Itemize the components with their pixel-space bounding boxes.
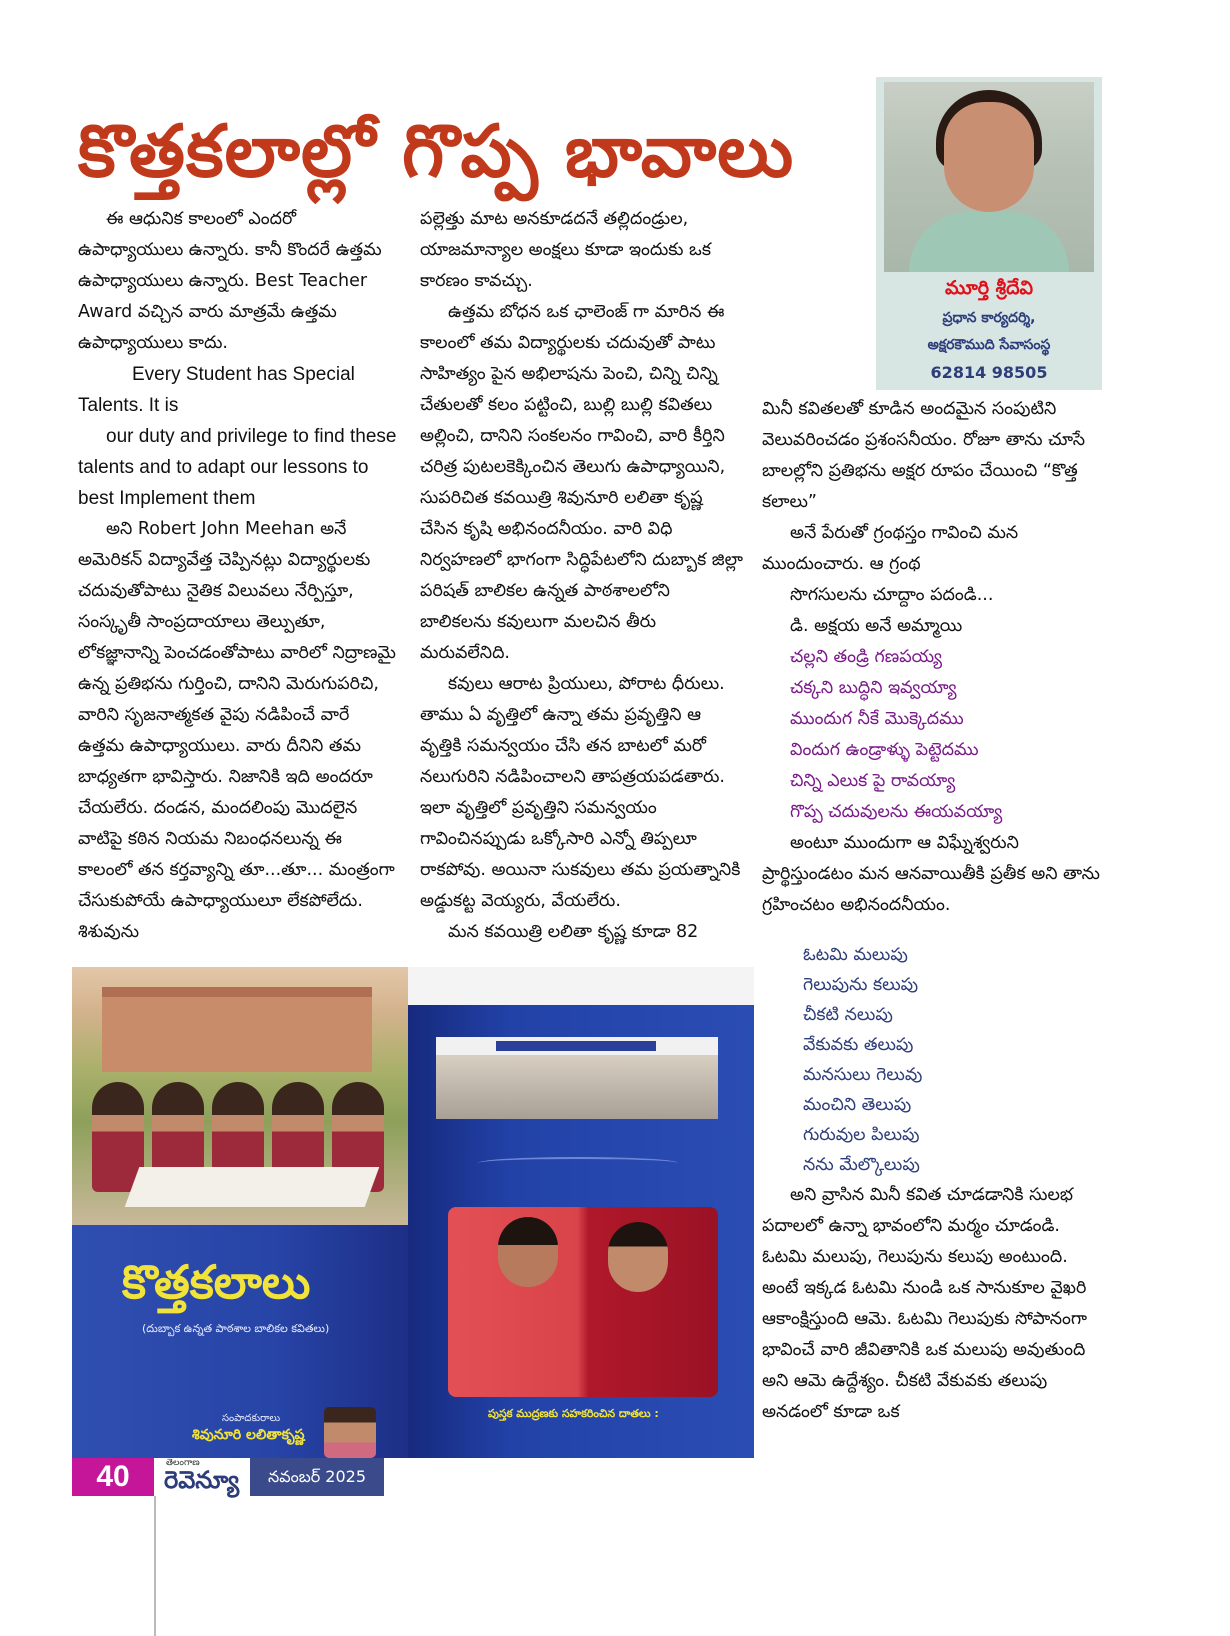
poem-line: గురువుల పిలుపు <box>803 1125 920 1145</box>
poem-line: ముందుగ నీకే మొక్కెదము <box>790 709 964 729</box>
poem-line: చీకటి నలుపు <box>803 1005 893 1025</box>
book-editor-label: సంపాదకురాలు <box>222 1413 281 1424</box>
paragraph: సొగసులను చూద్దాం పదండి... <box>790 585 994 605</box>
page-number: 40 <box>72 1458 154 1496</box>
paragraph: డి. అక్షయ అనే అమ్మాయి <box>790 616 963 636</box>
paragraph: అనే పేరుతో గ్రంథస్తం గావించి మన ముందుంచారు. ఆ గ్రంథ <box>762 523 1019 574</box>
poem-ganapayya <box>762 642 1102 828</box>
poem-line: గెలుపును కలుపు <box>803 975 919 995</box>
book-editor-name: శివునూరి లలితాకృష్ణ <box>192 1427 305 1443</box>
paragraph: మినీ కవితలతో కూడిన అందమైన సంపుటిని వెలువరించడం ప్రశంసనీయం. రోజూ తాను చూసే బాలల్లోని ప్రతిభను అక్షర రూపం చేయించి “కొత్త కలాలు” <box>762 399 1085 512</box>
paragraph: పల్లెత్తు మాట అనకూడదనే తల్లిదండ్రుల, యాజమాన్యాల అంక్షలు కూడా ఇందుకు ఒక కారణం కావచ్చు. <box>420 209 711 291</box>
author-box <box>876 77 1102 390</box>
paragraph: ఉత్తమ బోధన ఒక ఛాలెంజ్ గా మారిన ఈ కాలంలో తమ విద్యార్థులకు చదువుతో పాటు సాహిత్యం పైన అభిలాషను పెంచి, చిన్ని చిన్ని చేతులతో కలం పట్టించి, బుల్లి బుల్లి కవితలు అల్లించి, దానిని సంకలనం గావించి, వారి కీర్తిని చరిత్ర పుటలకెక్కించిన తెలుగు ఉపాధ్యాయిని, సుపరిచిత కవయిత్రి శివునూరి లలితా కృష్ణ చేసిన కృషి అభినందనీయం. వారి విధి నిర్వహణలో భాగంగా సిద్ధిపేటలోని దుబ్బాక జిల్లా పరిషత్ బాలికల ఉన్నత పాఠశాలలోని బాలికలను కవులుగా మలచిన తీరు మరువలేనిది. <box>420 302 743 663</box>
issue-date: నవంబర్ 2025 <box>250 1458 384 1496</box>
book-front-cover <box>72 967 408 1458</box>
poem-line: మంచిని తెలుపు <box>803 1095 912 1115</box>
author-photo <box>884 82 1094 272</box>
donors-heading: పుస్తక ముద్రణకు సహకరించిన దాతలు : <box>488 1407 659 1420</box>
magazine-state: తెలంగాణ <box>166 1458 200 1468</box>
article-column-3-continued <box>762 1180 1102 1428</box>
poem-line: ఓటమి మలుపు <box>803 945 908 965</box>
poem-line: చక్కని బుద్ధిని ఇవ్వయ్యా <box>790 678 957 698</box>
paragraph: మన కవయిత్రి లలితా కృష్ణ కూడా 82 <box>448 922 699 942</box>
article-column-3 <box>762 394 1102 921</box>
footer-divider <box>154 1496 156 1636</box>
paragraph: అంటూ ముందుగా ఆ విఘ్నేశ్వరుని ప్రార్థిస్తుండటం మన ఆనవాయితీకి ప్రతీక అని తాను గ్రహించటం అభినందనీయం. <box>762 833 1100 915</box>
poem-line: గొప్ప చదువులను ఈయవయ్యా <box>790 802 1003 822</box>
book-cover-photo <box>72 967 754 1458</box>
article-title: కొత్తకలాల్లో గొప్ప భావాలు <box>78 109 795 193</box>
article-column-2 <box>420 204 745 948</box>
ornament-divider <box>478 1157 678 1169</box>
book-subtitle: (దుబ్బాక ఉన్నత పాఠశాల బాలికల కవితలు) <box>142 1322 330 1335</box>
couple-photo <box>448 1207 718 1397</box>
author-name: మూర్తి శ్రీదేవి <box>944 277 1034 299</box>
article-column-1 <box>78 204 400 948</box>
group-photo <box>436 1037 718 1119</box>
quote-line: our duty and privilege to find these talents and to adapt our lessons to best Implement them <box>78 426 397 509</box>
poem-line: చిన్ని ఎలుక పై రావయ్యా <box>790 771 956 791</box>
magazine-name: రెవెన్యూ <box>164 1466 240 1494</box>
paragraph: కవులు ఆరాట ప్రియులు, పోరాట ధీరులు. తాము ఏ వృత్తిలో ఉన్నా తమ ప్రవృత్తిని ఆ వృత్తికి సమన్వయం చేసి తన బాటలో మరో నలుగురిని నడిపించాలని తాపత్రయపడతారు. ఇలా వృత్తిలో ప్రవృత్తిని సమన్వయం గావించినప్పుడు ఒక్కోసారి ఎన్నో తిప్పలూ రాకపోవు. అయినా సుకవులు తమ ప్రయత్నానికి అడ్డుకట్ట వెయ్యరు, వేయలేరు. <box>420 674 741 911</box>
poem-line: విందుగ ఉండ్రాళ్ళు పెట్టెదము <box>790 740 979 760</box>
poem-line: నను మేల్కొలుపు <box>803 1155 920 1175</box>
author-role: ప్రధాన కార్యదర్శి, <box>942 310 1036 326</box>
author-organization: అక్షరకౌముది సేవాసంస్థ <box>927 337 1051 353</box>
poem-line: మనసులు గెలువు <box>803 1065 923 1085</box>
book-back-cover <box>408 967 754 1458</box>
editor-photo <box>324 1407 376 1458</box>
poem-line: వేకువకు తలుపు <box>803 1035 914 1055</box>
author-phone: 62814 98505 <box>930 363 1048 382</box>
poem-line: చల్లని తండ్రి గణపయ్య <box>790 647 942 667</box>
quote-line: Every Student has Special Talents. It is <box>78 364 355 416</box>
paragraph: ఈ ఆధునిక కాలంలో ఎందరో ఉపాధ్యాయులు ఉన్నారు. కానీ కొందరే ఉత్తమ ఉపాధ్యాయులు ఉన్నారు. Best Teacher Award వచ్చిన వారు మాత్రమే ఉత్తమ ఉపాధ్యాయులు కాదు. <box>78 209 382 353</box>
poem-otami <box>803 940 922 1180</box>
book-title: కొత్తకలాలు <box>122 1255 311 1309</box>
paragraph: అని Robert John Meehan అనే అమెరికన్ విద్యావేత్త చెప్పినట్లు విద్యార్థులకు చదువుతోపాటు నైతిక విలువలు నేర్పిస్తూ, సంస్కృతీ సాంప్రదాయాలు తెల్పుతూ, లోకజ్ఞానాన్ని పెంచడంతోపాటు వారిలో నిద్రాణమై ఉన్న ప్రతిభను గుర్తించి, దానిని మెరుగుపరిచి, వారిని సృజనాత్మకత వైపు నడిపించే వారే ఉత్తమ ఉపాధ్యాయులు. వారు దీనిని తమ బాధ్యతగా భావిస్తారు. నిజానికి ఇది అందరూ చేయలేరు. దండన, మందలింపు మొదలైన వాటిపై కఠిన నియమ నిబంధనలున్న ఈ కాలంలో తన కర్తవ్యాన్ని తూ...తూ... మంత్రంగా చేసుకుపోయే ఉపాధ్యాయులూ లేకపోలేదు. శిశువును <box>78 519 396 942</box>
paragraph: అని వ్రాసిన మినీ కవిత చూడడానికి సులభ పదాలలో ఉన్నా భావంలోని మర్మం చూడండి. ఓటమి మలుపు, గెలుపును కలుపు అంటుంది. అంటే ఇక్కడ ఓటమి నుండి ఒక సానుకూల వైఖరి ఆకాంక్షిస్తుంది ఆమె. ఓటమి గెలుపుకు సోపానంగా భావించే వారి జీవితానికి ఒక మలుపు అవుతుంది అని ఆమె ఉద్దేశ్యం. చీకటి వేకువకు తలుపు అనడంలో కూడా ఒక <box>762 1185 1087 1422</box>
magazine-logo <box>162 1458 248 1496</box>
